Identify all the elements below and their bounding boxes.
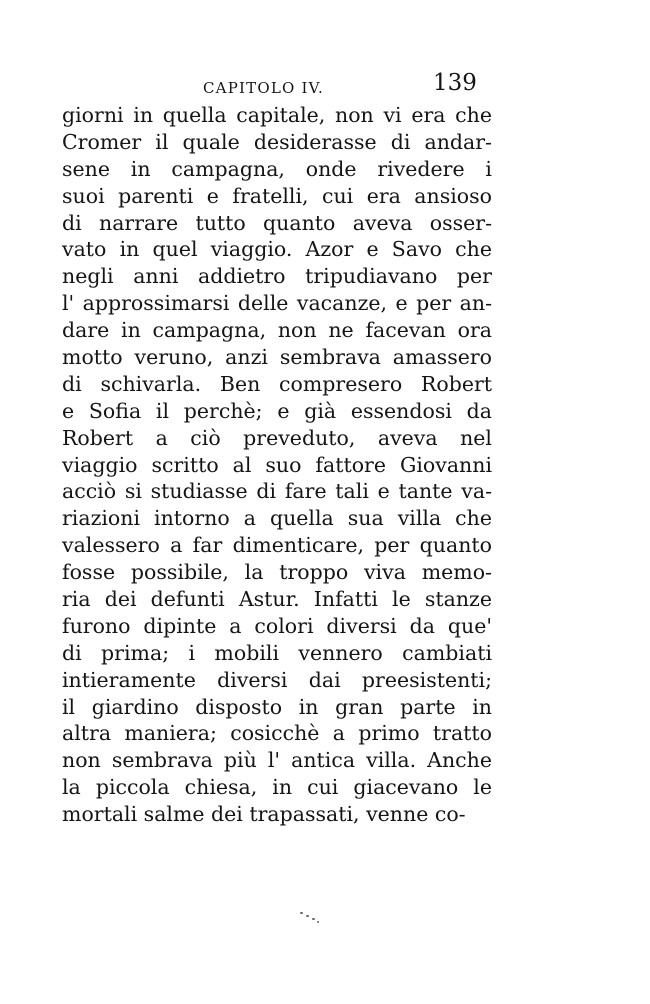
text-line: sene in campagna, onde rivedere i	[62, 156, 492, 181]
chapter-title: CAPITOLO IV.	[203, 79, 324, 97]
text-line: valessero a far dimenticare, per quanto	[62, 533, 492, 558]
text-line: intieramente diversi dai preesistenti;	[62, 667, 492, 692]
ink-speck	[300, 912, 324, 926]
text-line: suoi parenti e fratelli, cui era ansioso	[62, 183, 492, 208]
body-text	[62, 102, 492, 828]
running-head	[190, 70, 490, 100]
text-line: non sembrava più l' antica villa. Anche	[62, 748, 492, 773]
text-line: il giardino disposto in gran parte in	[62, 694, 492, 719]
text-line: dare in campagna, non ne facevan ora	[62, 318, 492, 343]
text-line: di schivarla. Ben compresero Robert	[62, 371, 492, 396]
text-line: viaggio scritto al suo fattore Giovanni	[62, 452, 492, 477]
text-line: altra maniera; cosicchè a primo tratto	[62, 721, 492, 746]
text-line: l' approssimarsi delle vacanze, e per an-	[62, 291, 492, 316]
text-line: Cromer il quale desiderasse di andar-	[62, 129, 492, 154]
text-line: riazioni intorno a quella sua villa che	[62, 506, 492, 531]
text-line: acciò si studiasse di fare tali e tante va-	[62, 479, 492, 504]
text-line: ria dei defunti Astur. Infatti le stanze	[62, 587, 492, 612]
text-line: vato in quel viaggio. Azor e Savo che	[62, 237, 492, 262]
page-number: 139	[433, 70, 477, 96]
text-line: negli anni addietro tripudiavano per	[62, 264, 492, 289]
text-line: furono dipinte a colori diversi da que'	[62, 613, 492, 638]
text-line: di prima; i mobili vennero cambiati	[62, 640, 492, 665]
text-line: mortali salme dei trapassati, venne co-	[62, 802, 466, 827]
text-line: di narrare tutto quanto aveva osser-	[62, 210, 492, 235]
text-line: motto veruno, anzi sembrava amassero	[62, 345, 492, 370]
text-line: la piccola chiesa, in cui giacevano le	[62, 775, 492, 800]
text-line: giorni in quella capitale, non vi era che	[62, 103, 492, 127]
text-line: e Sofia il perchè; e già essendosi da	[62, 398, 492, 423]
text-line: fosse possibile, la troppo viva memo-	[62, 560, 492, 585]
text-line: Robert a ciò preveduto, aveva nel	[62, 425, 492, 450]
